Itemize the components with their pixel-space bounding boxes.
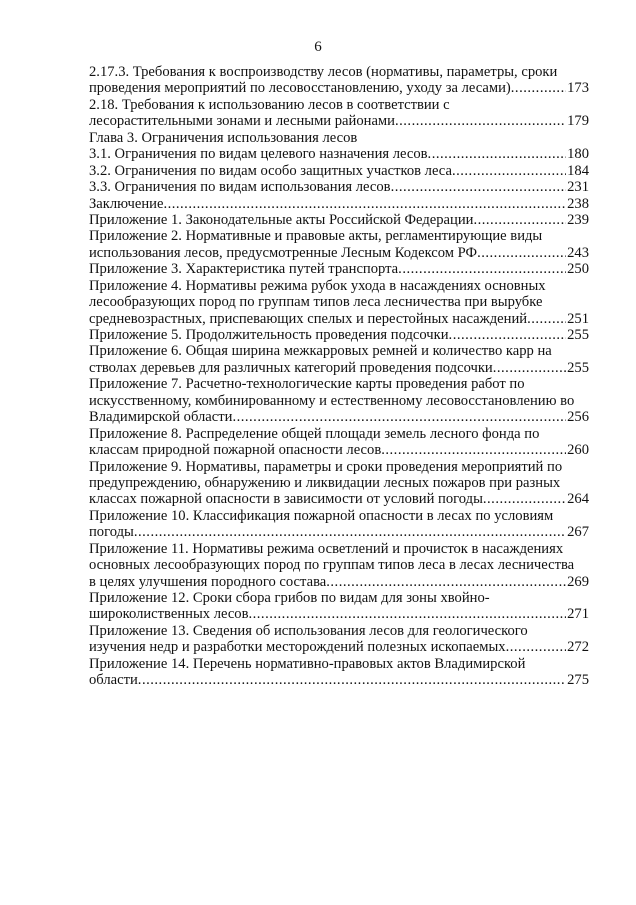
toc-entry-text: Приложение 7. Расчетно-технологические карты проведения работ по xyxy=(89,376,525,393)
toc-entry-text: лесообразующих пород по группам типов леса лесничества при вырубке xyxy=(89,294,543,311)
toc-dot-leader xyxy=(506,639,567,655)
toc-entry-text: Заключение xyxy=(89,195,164,212)
toc-line xyxy=(89,64,589,80)
toc-line xyxy=(89,80,589,96)
toc-dot-leader xyxy=(163,196,566,212)
toc-dot-leader xyxy=(326,574,566,590)
toc-line xyxy=(89,409,589,425)
toc-dot-leader xyxy=(493,360,566,376)
toc-page-number: 264 xyxy=(567,491,589,508)
toc-entry-text: искусственному, комбинированному и естественному лесовосстановлению во xyxy=(89,392,575,409)
toc-page-number: 250 xyxy=(567,261,589,278)
toc-line xyxy=(89,212,589,228)
toc-page-number: 275 xyxy=(567,672,589,689)
toc-entry-text: 2.18. Требования к использованию лесов в соответствии с xyxy=(89,96,450,113)
toc-entry-text: 3.1. Ограничения по видам целевого назначения лесов xyxy=(89,146,428,163)
toc-line xyxy=(89,245,589,261)
toc-entry-text: Приложение 9. Нормативы, параметры и сроки проведения мероприятий по xyxy=(89,458,563,475)
toc-line xyxy=(89,426,589,442)
toc-line xyxy=(89,327,589,343)
toc-dot-leader xyxy=(452,163,566,179)
toc-dot-leader xyxy=(138,672,566,688)
toc-line xyxy=(89,179,589,195)
toc-dot-leader xyxy=(134,524,566,540)
toc-page-number: 272 xyxy=(567,639,589,656)
toc-entry-text: 3.2. Ограничения по видам особо защитных участков леса xyxy=(89,162,452,179)
toc-line xyxy=(89,311,589,327)
toc-dot-leader xyxy=(449,327,567,343)
toc-entry-text: Приложение 10. Классификация пожарной опасности в лесах по условиям xyxy=(89,507,554,524)
toc-line xyxy=(89,524,589,540)
toc-line xyxy=(89,459,589,475)
toc-line xyxy=(89,376,589,392)
toc-entry-text: погоды xyxy=(89,524,134,541)
toc-dot-leader xyxy=(395,113,566,129)
toc-line xyxy=(89,508,589,524)
toc-line xyxy=(89,590,589,606)
toc-entry-text: Глава 3. Ограничения использования лесов xyxy=(89,129,358,146)
toc-entry-text: проведения мероприятий по лесовосстановлению, уходу за лесами) xyxy=(89,80,511,97)
toc-entry-text: изучения недр и разработки месторождений полезных ископаемых xyxy=(89,639,506,656)
toc-line xyxy=(89,639,589,655)
toc-page-number: 173 xyxy=(567,80,589,97)
toc-page-number: 271 xyxy=(567,606,589,623)
toc-entry-text: 3.3. Ограничения по видам использования лесов xyxy=(89,179,391,196)
toc-line xyxy=(89,623,589,639)
toc-page-number: 239 xyxy=(567,211,589,228)
toc-entry-text: Приложение 5. Продолжительность проведения подсочки xyxy=(89,327,449,343)
toc-entry-text: в целях улучшения породного состава xyxy=(89,573,327,590)
toc-dot-leader xyxy=(381,442,566,458)
toc-entry-text: Приложение 3. Характеристика путей транспорта xyxy=(89,261,399,278)
toc-line xyxy=(89,97,589,113)
toc-line xyxy=(89,196,589,212)
toc-entry-text: средневозрастных, приспевающих спелых и перестойных насаждений xyxy=(89,310,528,327)
toc-line xyxy=(89,146,589,162)
toc-page-number: 180 xyxy=(567,146,589,163)
toc-entry-text: Приложение 11. Нормативы режима осветлений и прочисток в насаждениях xyxy=(89,540,564,557)
toc-entry-text: Приложение 4. Нормативы режима рубок ухода в насаждениях основных xyxy=(89,277,546,294)
toc-page-number: 238 xyxy=(567,195,589,212)
toc-dot-leader xyxy=(248,606,566,622)
toc-line xyxy=(89,278,589,294)
table-of-contents xyxy=(89,64,589,689)
toc-page-number: 256 xyxy=(567,409,589,426)
toc-entry-text: Приложение 12. Сроки сбора грибов по видам для зоны хвойно- xyxy=(89,590,490,606)
toc-entry-text: лесорастительными зонами и лесными районами xyxy=(89,113,395,130)
toc-page-number: 255 xyxy=(567,327,589,343)
toc-line xyxy=(89,163,589,179)
toc-line xyxy=(89,491,589,507)
toc-line xyxy=(89,294,589,310)
toc-entry-text: классам природной пожарной опасности лесов xyxy=(89,442,382,459)
toc-entry-text: стволах деревьев для различных категорий проведения подсочки xyxy=(89,359,493,376)
page-number: 6 xyxy=(314,39,322,55)
toc-page-number: 184 xyxy=(567,162,589,179)
toc-dot-leader xyxy=(398,261,566,277)
toc-line xyxy=(89,360,589,376)
toc-entry-text: Приложение 14. Перечень нормативно-правовых актов Владимирской xyxy=(89,655,526,672)
toc-entry-text: 2.17.3. Требования к воспроизводству лесов (нормативы, параметры, сроки xyxy=(89,64,558,80)
toc-line xyxy=(89,606,589,622)
toc-entry-text: области xyxy=(89,672,138,689)
toc-line xyxy=(89,672,589,688)
toc-entry-text: Приложение 2. Нормативные и правовые акты, регламентирующие виды xyxy=(89,228,543,245)
toc-dot-leader xyxy=(527,311,566,327)
toc-entry-text: широколиственных лесов xyxy=(89,606,249,623)
toc-line xyxy=(89,130,589,146)
toc-dot-leader xyxy=(483,491,566,507)
toc-page-number: 260 xyxy=(567,442,589,459)
toc-dot-leader xyxy=(232,409,566,425)
toc-dot-leader xyxy=(477,245,566,261)
toc-page-number: 251 xyxy=(567,310,589,327)
toc-entry-text: Владимирской области xyxy=(89,409,233,426)
toc-entry-text: классах пожарной опасности в зависимости от условий погоды xyxy=(89,491,483,508)
toc-page-number: 269 xyxy=(567,573,589,590)
toc-line xyxy=(89,343,589,359)
toc-line xyxy=(89,442,589,458)
toc-line xyxy=(89,557,589,573)
toc-dot-leader xyxy=(511,80,566,96)
toc-entry-text: Приложение 1. Законодательные акты Российской Федерации xyxy=(89,211,474,228)
toc-entry-text: Приложение 13. Сведения об использования лесов для геологического xyxy=(89,622,528,639)
toc-line xyxy=(89,113,589,129)
toc-line xyxy=(89,261,589,277)
toc-page-number: 231 xyxy=(567,179,589,196)
toc-entry-text: основных лесообразующих пород по группам типов леса в лесах лесничества xyxy=(89,557,575,574)
toc-line xyxy=(89,541,589,557)
toc-page-number: 267 xyxy=(567,524,589,541)
toc-page-number: 243 xyxy=(567,244,589,261)
toc-line xyxy=(89,656,589,672)
toc-entry-text: Приложение 6. Общая ширина межкарровых ремней и количество карр на xyxy=(89,343,552,360)
toc-line xyxy=(89,393,589,409)
toc-dot-leader xyxy=(473,212,566,228)
toc-entry-text: использования лесов, предусмотренные Лесным Кодексом РФ xyxy=(89,244,478,261)
toc-page-number: 255 xyxy=(567,359,589,376)
toc-line xyxy=(89,228,589,244)
toc-dot-leader xyxy=(391,179,567,195)
toc-entry-text: Приложение 8. Распределение общей площади земель лесного фонда по xyxy=(89,425,540,442)
toc-line xyxy=(89,475,589,491)
toc-page-number: 179 xyxy=(567,113,589,130)
toc-entry-text: предупреждению, обнаружению и ликвидации лесных пожаров при разных xyxy=(89,474,561,491)
toc-dot-leader xyxy=(428,146,567,162)
toc-line xyxy=(89,574,589,590)
